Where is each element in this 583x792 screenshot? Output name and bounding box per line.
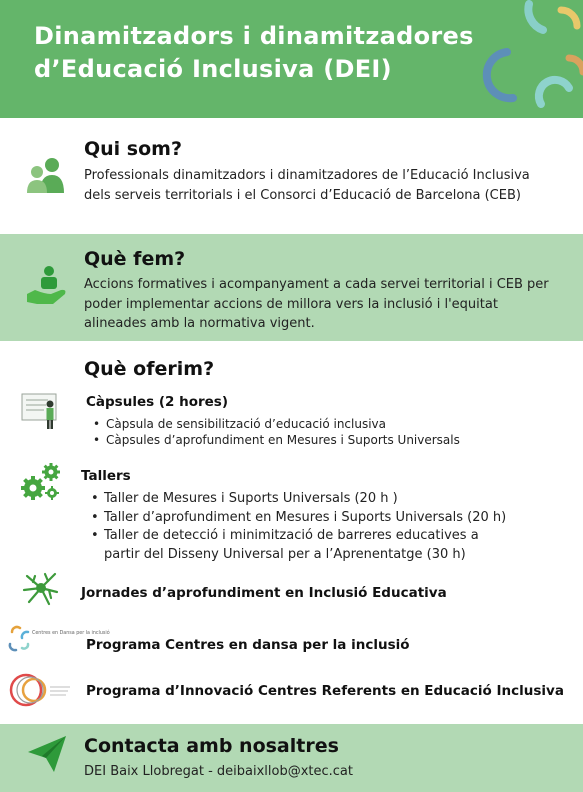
qui-som-text: Professionals dinamitzadors i dinamitzadores de l’Educació Inclusiva dels serveis territorials i el Consorci d’Educació de Barcelona (CEB) — [84, 168, 530, 203]
list-item: • Taller de Mesures i Suports Universals (20 h ) — [91, 490, 541, 509]
list-item: • Càpsula de sensibilització d’educació inclusiva — [93, 416, 460, 432]
que-fem-title: Què fem? — [84, 248, 186, 270]
header-banner — [0, 0, 583, 118]
circles-logo-icon — [8, 670, 74, 710]
hand-support-icon — [25, 264, 71, 308]
jornades-title: Jornades d’aprofundiment en Inclusió Educativa — [81, 585, 447, 601]
page-title: Dinamitzadors i dinamitzadores d’Educació Inclusiva (DEI) — [34, 22, 474, 83]
capsules-title: Càpsules (2 hores) — [86, 394, 229, 410]
tallers-title: Tallers — [81, 468, 131, 484]
capsules-list — [93, 416, 460, 448]
qui-som-title: Qui som? — [84, 138, 182, 160]
gears-icon — [19, 462, 63, 504]
que-oferim-title: Què oferim? — [84, 358, 215, 380]
decorative-arcs-icon — [443, 0, 583, 118]
svg-text:Centres en Dansa per la inclus: Centres en Dansa per la inclusió — [32, 631, 110, 636]
dansa-logo-icon — [8, 624, 110, 654]
tallers-list — [91, 490, 541, 564]
network-icon — [21, 570, 61, 606]
paper-plane-icon — [26, 734, 68, 774]
list-item: • Taller d’aprofundiment en Mesures i Suports Universals (20 h) — [91, 509, 541, 528]
contacte-text[interactable]: DEI Baix Llobregat - deibaixllob@xtec.cat — [84, 764, 353, 779]
list-item: • Càpsules d’aprofundiment en Mesures i Suports Universals — [93, 432, 460, 448]
people-icon — [24, 155, 70, 195]
dansa-title: Programa Centres en dansa per la inclusió — [86, 637, 410, 653]
innovacio-title: Programa d’Innovació Centres Referents en Educació Inclusiva — [86, 683, 564, 699]
list-item: • Taller de detecció i minimització de barreres educatives a partir del Disseny Universal per a l’Aprenentatge (30 h) — [91, 527, 501, 564]
contacte-title: Contacta amb nosaltres — [84, 735, 339, 757]
que-fem-text: Accions formatives i acompanyament a cada servei territorial i CEB per poder implementar accions de millora vers la inclusió i l'equitat alineades amb la normativa vigent. — [84, 277, 549, 331]
presentation-icon — [18, 390, 66, 432]
